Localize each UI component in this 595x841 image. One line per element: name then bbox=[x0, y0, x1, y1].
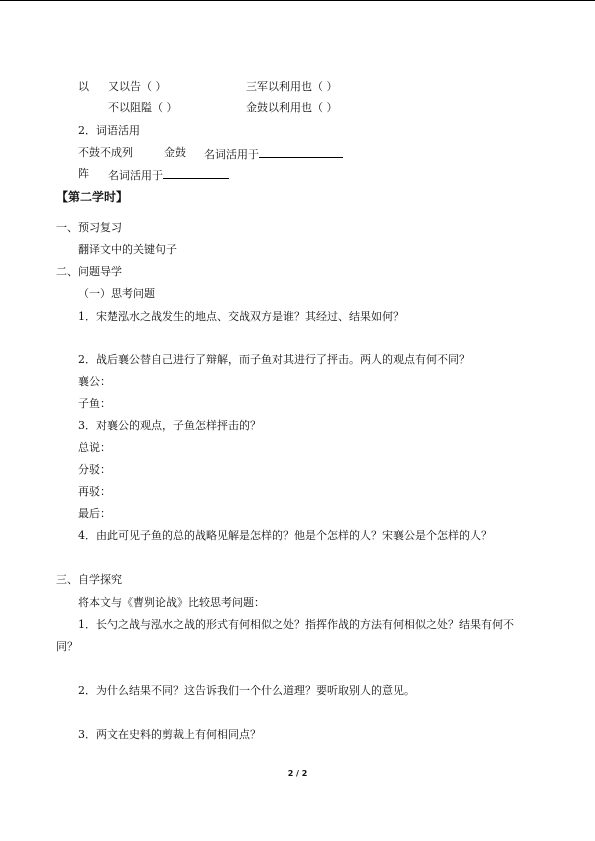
fill-blank-1[interactable] bbox=[259, 146, 343, 158]
usage-word-jingu: 金鼓 bbox=[164, 146, 186, 159]
part-one-heading: 一、预习复习 bbox=[56, 221, 122, 234]
part-three-heading: 三、自学探究 bbox=[56, 573, 122, 586]
answer-xianggong: 襄公： bbox=[78, 375, 111, 388]
char-yi: 以 bbox=[78, 80, 89, 93]
comparison-question-2: 2．为什么结果不同？这告诉我们一个什么道理？要听取别人的意见。 bbox=[78, 684, 415, 697]
comparison-question-3: 3．两文在史料的剪裁上有何相同点？ bbox=[78, 728, 261, 741]
comparison-question-1: 1．长勺之战与泓水之战的形式有何相似之处？指挥作战的方法有何相似之处？结果有何不 bbox=[78, 618, 514, 631]
fill-blank-2[interactable] bbox=[163, 167, 229, 179]
question-1: 1．宋楚泓水之战发生的地点、交战双方是谁？其经过、结果如何？ bbox=[78, 310, 404, 323]
yi-example-4: 金鼓以利用也（ ） bbox=[246, 101, 338, 114]
page-number: 2 / 2 bbox=[287, 769, 308, 778]
usage-phrase: 不鼓不成列 bbox=[78, 146, 133, 159]
answer-refute-again: 再驳： bbox=[78, 485, 111, 498]
answer-general: 总说： bbox=[78, 441, 111, 454]
usage-label-2: 名词活用于 bbox=[108, 167, 229, 183]
header-rule bbox=[0, 0, 595, 1]
part-two-subheading: （一）思考问题 bbox=[78, 287, 155, 300]
yi-example-1: 又以告（ ） bbox=[108, 80, 167, 93]
answer-final: 最后： bbox=[78, 507, 111, 520]
question-3: 3．对襄公的观点，子鱼怎样抨击的？ bbox=[78, 419, 261, 432]
question-2: 2．战后襄公替自己进行了辩解，而子鱼对其进行了抨击。两人的观点有何不同？ bbox=[78, 353, 470, 366]
usage-word-zhen: 阵 bbox=[78, 167, 89, 180]
question-4: 4．由此可见子鱼的总的战略见解是怎样的？他是个怎样的人？宋襄公是个怎样的人？ bbox=[78, 529, 492, 542]
word-usage-heading: 2．词语活用 bbox=[78, 124, 140, 137]
part-three-task: 将本文与《曹刿论战》比较思考问题： bbox=[78, 596, 265, 609]
part-two-heading: 二、问题导学 bbox=[56, 265, 122, 278]
comparison-question-1-cont: 同？ bbox=[56, 640, 78, 653]
yi-example-3: 不以阻隘（ ） bbox=[108, 101, 178, 114]
answer-refute: 分驳： bbox=[78, 463, 111, 476]
answer-ziyu: 子鱼： bbox=[78, 397, 111, 410]
section-title: 【第二学时】 bbox=[56, 190, 129, 204]
yi-example-2: 三军以利用也（ ） bbox=[246, 80, 338, 93]
usage-label-1: 名词活用于 bbox=[204, 146, 343, 162]
part-one-task: 翻译文中的关键句子 bbox=[78, 243, 177, 256]
